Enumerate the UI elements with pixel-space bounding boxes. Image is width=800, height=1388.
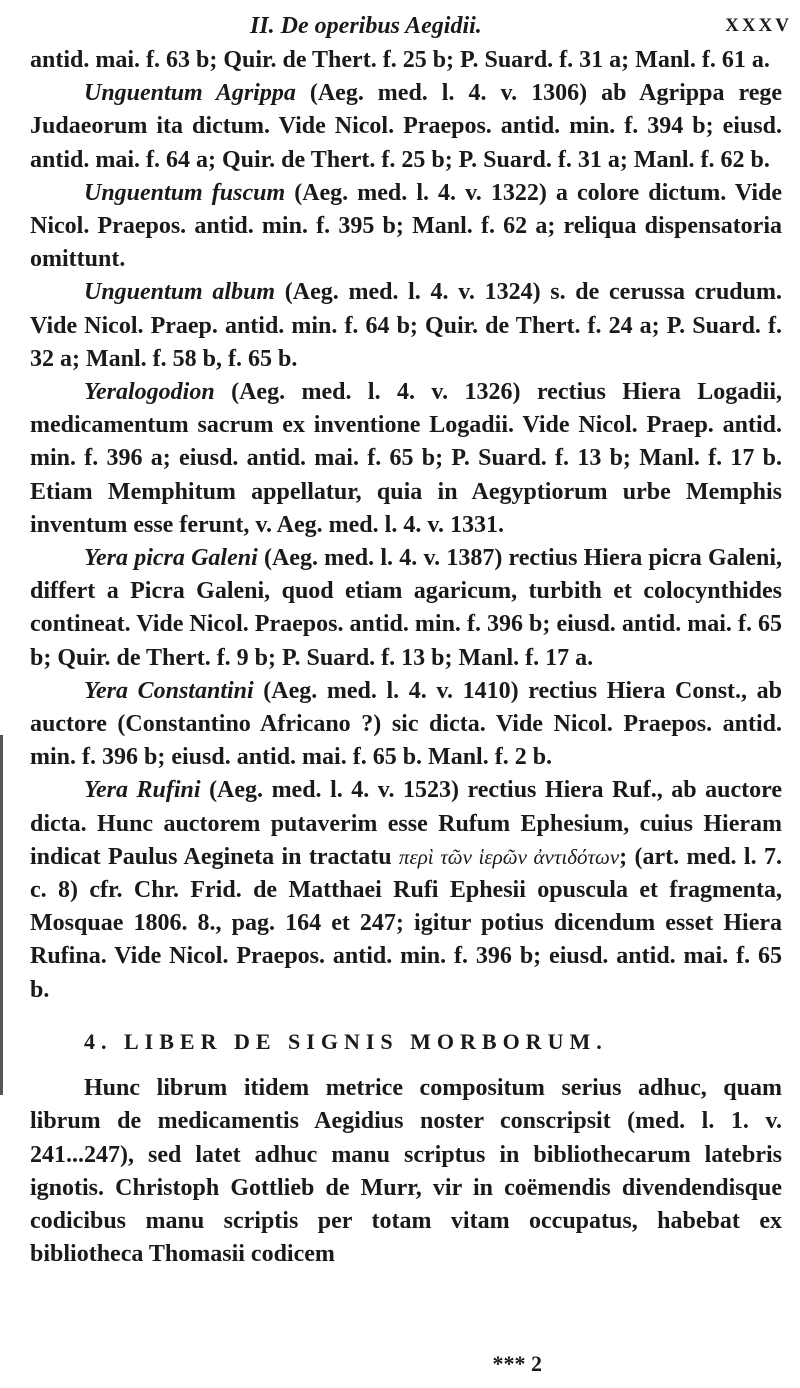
entry-text: (Aeg. med. l. 4. v. 1306) ab Agrippa rege Judaeorum ita dictum. Vide Nicol. Praepos. antid. min. f. 394 b; eiusd. antid. mai. f. 64 a; Quir. de Thert. f. 25 b; P. Suard. f. 31 a; Manl. f. 62 b.	[30, 80, 783, 173]
signature-text: *** 2	[492, 1351, 542, 1376]
section-number: 4.	[84, 1028, 113, 1054]
section-title: LIBER DE SIGNIS MORBORUM.	[124, 1028, 608, 1054]
paragraph-continuation	[30, 44, 782, 77]
entry-yera-constantini	[30, 675, 782, 775]
entry-unguentum-fuscum	[30, 177, 782, 277]
entry-unguentum-album	[30, 276, 782, 376]
signature-mark	[0, 1350, 752, 1378]
entry-text: (Aeg. med. l. 4. v. 1523) rectius Hiera Ruf., ab auctore dicta. Hunc auctorem putaverim esse Rufum Ephesium, cuius Hieram indicat Paulus Aegineta in tractatu	[30, 777, 782, 870]
running-head-title: II. De operibus Aegidii.	[250, 13, 482, 39]
entry-lemma: Unguentum fuscum	[84, 179, 286, 206]
entry-lemma: Unguentum Agrippa	[84, 80, 296, 107]
section-paragraph	[30, 1072, 782, 1271]
running-head	[250, 6, 792, 46]
entry-text: (Aeg. med. l. 4. v. 1410) rectius Hiera Const., ab auctore (Constantino Africano ?) sic dicta. Vide Nicol. Praepos. antid. min. f. 396 b; eiusd. antid. mai. f. 65 b. Manl. f. 2 b.	[30, 677, 782, 771]
body-text	[30, 44, 782, 1271]
entry-yeralogodion	[30, 376, 782, 542]
entry-yera-rufini	[30, 774, 782, 1006]
page-edge-shadow	[0, 735, 3, 1095]
entry-text-continued: ; (art. med. l. 7. c. 8) cfr. Chr. Frid. de Matthaei Rufi Ephesii opuscula et fragmenta, Mosquae 1806. 8., pag. 164 et 247; igitur potius dicendum esset Hiera Rufina. Vide Nicol. Praepos. antid. min. f. 396 b; eiusd. antid. mai. f. 65 b.	[30, 843, 782, 1003]
page-number: XXXV	[725, 15, 792, 36]
entry-unguentum-agrippa	[30, 77, 782, 177]
entry-text: (Aeg. med. l. 4. v. 1326) rectius Hiera Logadii, medicamentum sacrum ex inventione Logadii. Vide Nicol. Praep. antid. min. f. 396 a; eiusd. antid. mai. f. 65 b; P. Suard. f. 13 b; Manl. f. 17 b. Etiam Memphitum appellatur, quia in Aegyptiorum urbe Memphis inventum esse ferunt, v. Aeg. med. l. 4. v. 1331.	[30, 379, 782, 538]
entry-yera-picra-galeni	[30, 542, 782, 675]
entry-lemma: Yeralogodion	[84, 379, 215, 406]
entry-text: (Aeg. med. l. 4. v. 1387) rectius Hiera picra Galeni, differt a Picra Galeni, quod etiam agaricum, turbith et colocynthides contineat. Vide Nicol. Praepos. antid. min. f. 396 b; eiusd. antid. mai. f. 65 b; Quir. de Thert. f. 9 b; P. Suard. f. 13 b; Manl. f. 17 a.	[30, 545, 782, 671]
section-heading	[30, 1025, 782, 1058]
paragraph-text: antid. mai. f. 63 b; Quir. de Thert. f. 25 b; P. Suard. f. 31 a; Manl. f. 61 a.	[30, 47, 770, 73]
entry-lemma: Unguentum album	[84, 279, 276, 306]
greek-title: περὶ τῶν ἱερῶν ἀντιδότων	[398, 844, 620, 869]
section-paragraph-text: Hunc librum itidem metrice compositum serius adhuc, quam librum de medicamentis Aegidius noster conscripsit (med. l. 1. v. 241...247), sed latet adhuc manu scriptus in bibliothecarum latebris ignotis. Christoph Gottlieb de Murr, vir in coëmendis divendendisque codicibus manu scriptis per totam vitam occupatus, habebat ex bibliotheca Thomasii codicem	[30, 1075, 782, 1268]
entry-lemma: Yera Constantini	[84, 677, 254, 704]
entry-text: (Aeg. med. l. 4. v. 1322) a colore dictum. Vide Nicol. Praepos. antid. min. f. 395 b; Manl. f. 62 a; reliqua dispensatoria omittunt.	[30, 179, 783, 273]
entry-lemma: Yera Rufini	[84, 777, 201, 804]
entry-lemma: Yera picra Galeni	[84, 545, 258, 572]
entry-text: (Aeg. med. l. 4. v. 1324) s. de cerussa crudum. Vide Nicol. Praep. antid. min. f. 64 b; Quir. de Thert. f. 24 a; P. Suard. f. 32 a; Manl. f. 58 b, f. 65 b.	[30, 279, 782, 372]
